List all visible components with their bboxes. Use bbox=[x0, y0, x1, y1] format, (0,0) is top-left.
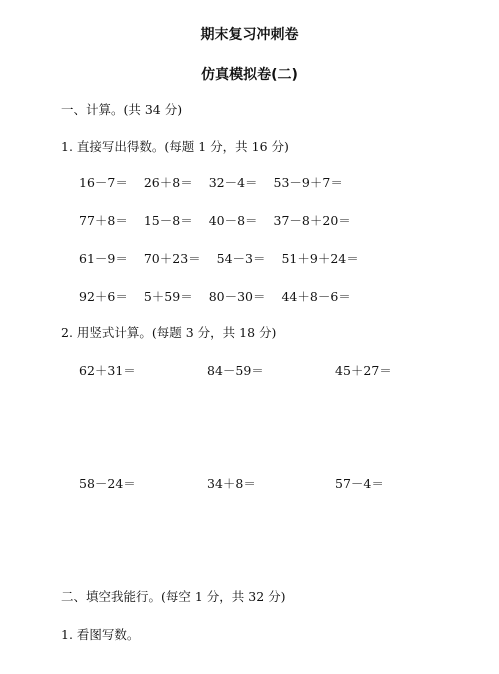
page-subtitle: 仿真模拟卷(二) bbox=[201, 67, 298, 83]
section-heading-calculation: 一、计算。(共 34 分) bbox=[61, 102, 183, 117]
equation: 5＋59＝ bbox=[143, 289, 193, 304]
equation: 92＋6＝ bbox=[79, 289, 128, 304]
page-title: 期末复习冲刺卷 bbox=[200, 27, 299, 43]
equation: 51＋9＋24＝ bbox=[281, 251, 359, 266]
section-heading-fill-blanks: 二、填空我能行。(每空 1 分，共 32 分) bbox=[61, 589, 286, 604]
equation-row bbox=[79, 173, 355, 191]
equation-row bbox=[79, 211, 363, 229]
vertical-problem: 58－24＝ bbox=[79, 476, 136, 491]
equation: 37－8＋20＝ bbox=[273, 213, 351, 228]
equation: 16－7＝ bbox=[79, 175, 128, 190]
equation: 77＋8＝ bbox=[79, 213, 128, 228]
question-label-vertical-calculation: 2. 用竖式计算。(每题 3 分，共 18 分) bbox=[61, 325, 277, 340]
equation: 40－8＝ bbox=[208, 213, 258, 228]
vertical-problem: 34＋8＝ bbox=[207, 476, 256, 491]
equation: 32－4＝ bbox=[208, 175, 258, 190]
equation: 15－8＝ bbox=[143, 213, 193, 228]
vertical-problem: 62＋31＝ bbox=[79, 363, 136, 378]
equation: 80－30＝ bbox=[208, 289, 266, 304]
equation-row bbox=[79, 249, 371, 267]
equation: 44＋8－6＝ bbox=[281, 289, 351, 304]
vertical-problem: 45＋27＝ bbox=[335, 363, 392, 378]
vertical-problem: 84－59＝ bbox=[207, 363, 264, 378]
question-label-direct-answers: 1. 直接写出得数。(每题 1 分，共 16 分) bbox=[61, 139, 289, 154]
question-label-read-picture: 1. 看图写数。 bbox=[61, 627, 140, 642]
equation: 61－9＝ bbox=[79, 251, 128, 266]
equation-row bbox=[79, 287, 363, 305]
vertical-problem: 57－4＝ bbox=[335, 476, 384, 491]
equation: 54－3＝ bbox=[216, 251, 266, 266]
equation: 70＋23＝ bbox=[143, 251, 201, 266]
equation: 53－9＋7＝ bbox=[273, 175, 343, 190]
equation: 26＋8＝ bbox=[143, 175, 193, 190]
